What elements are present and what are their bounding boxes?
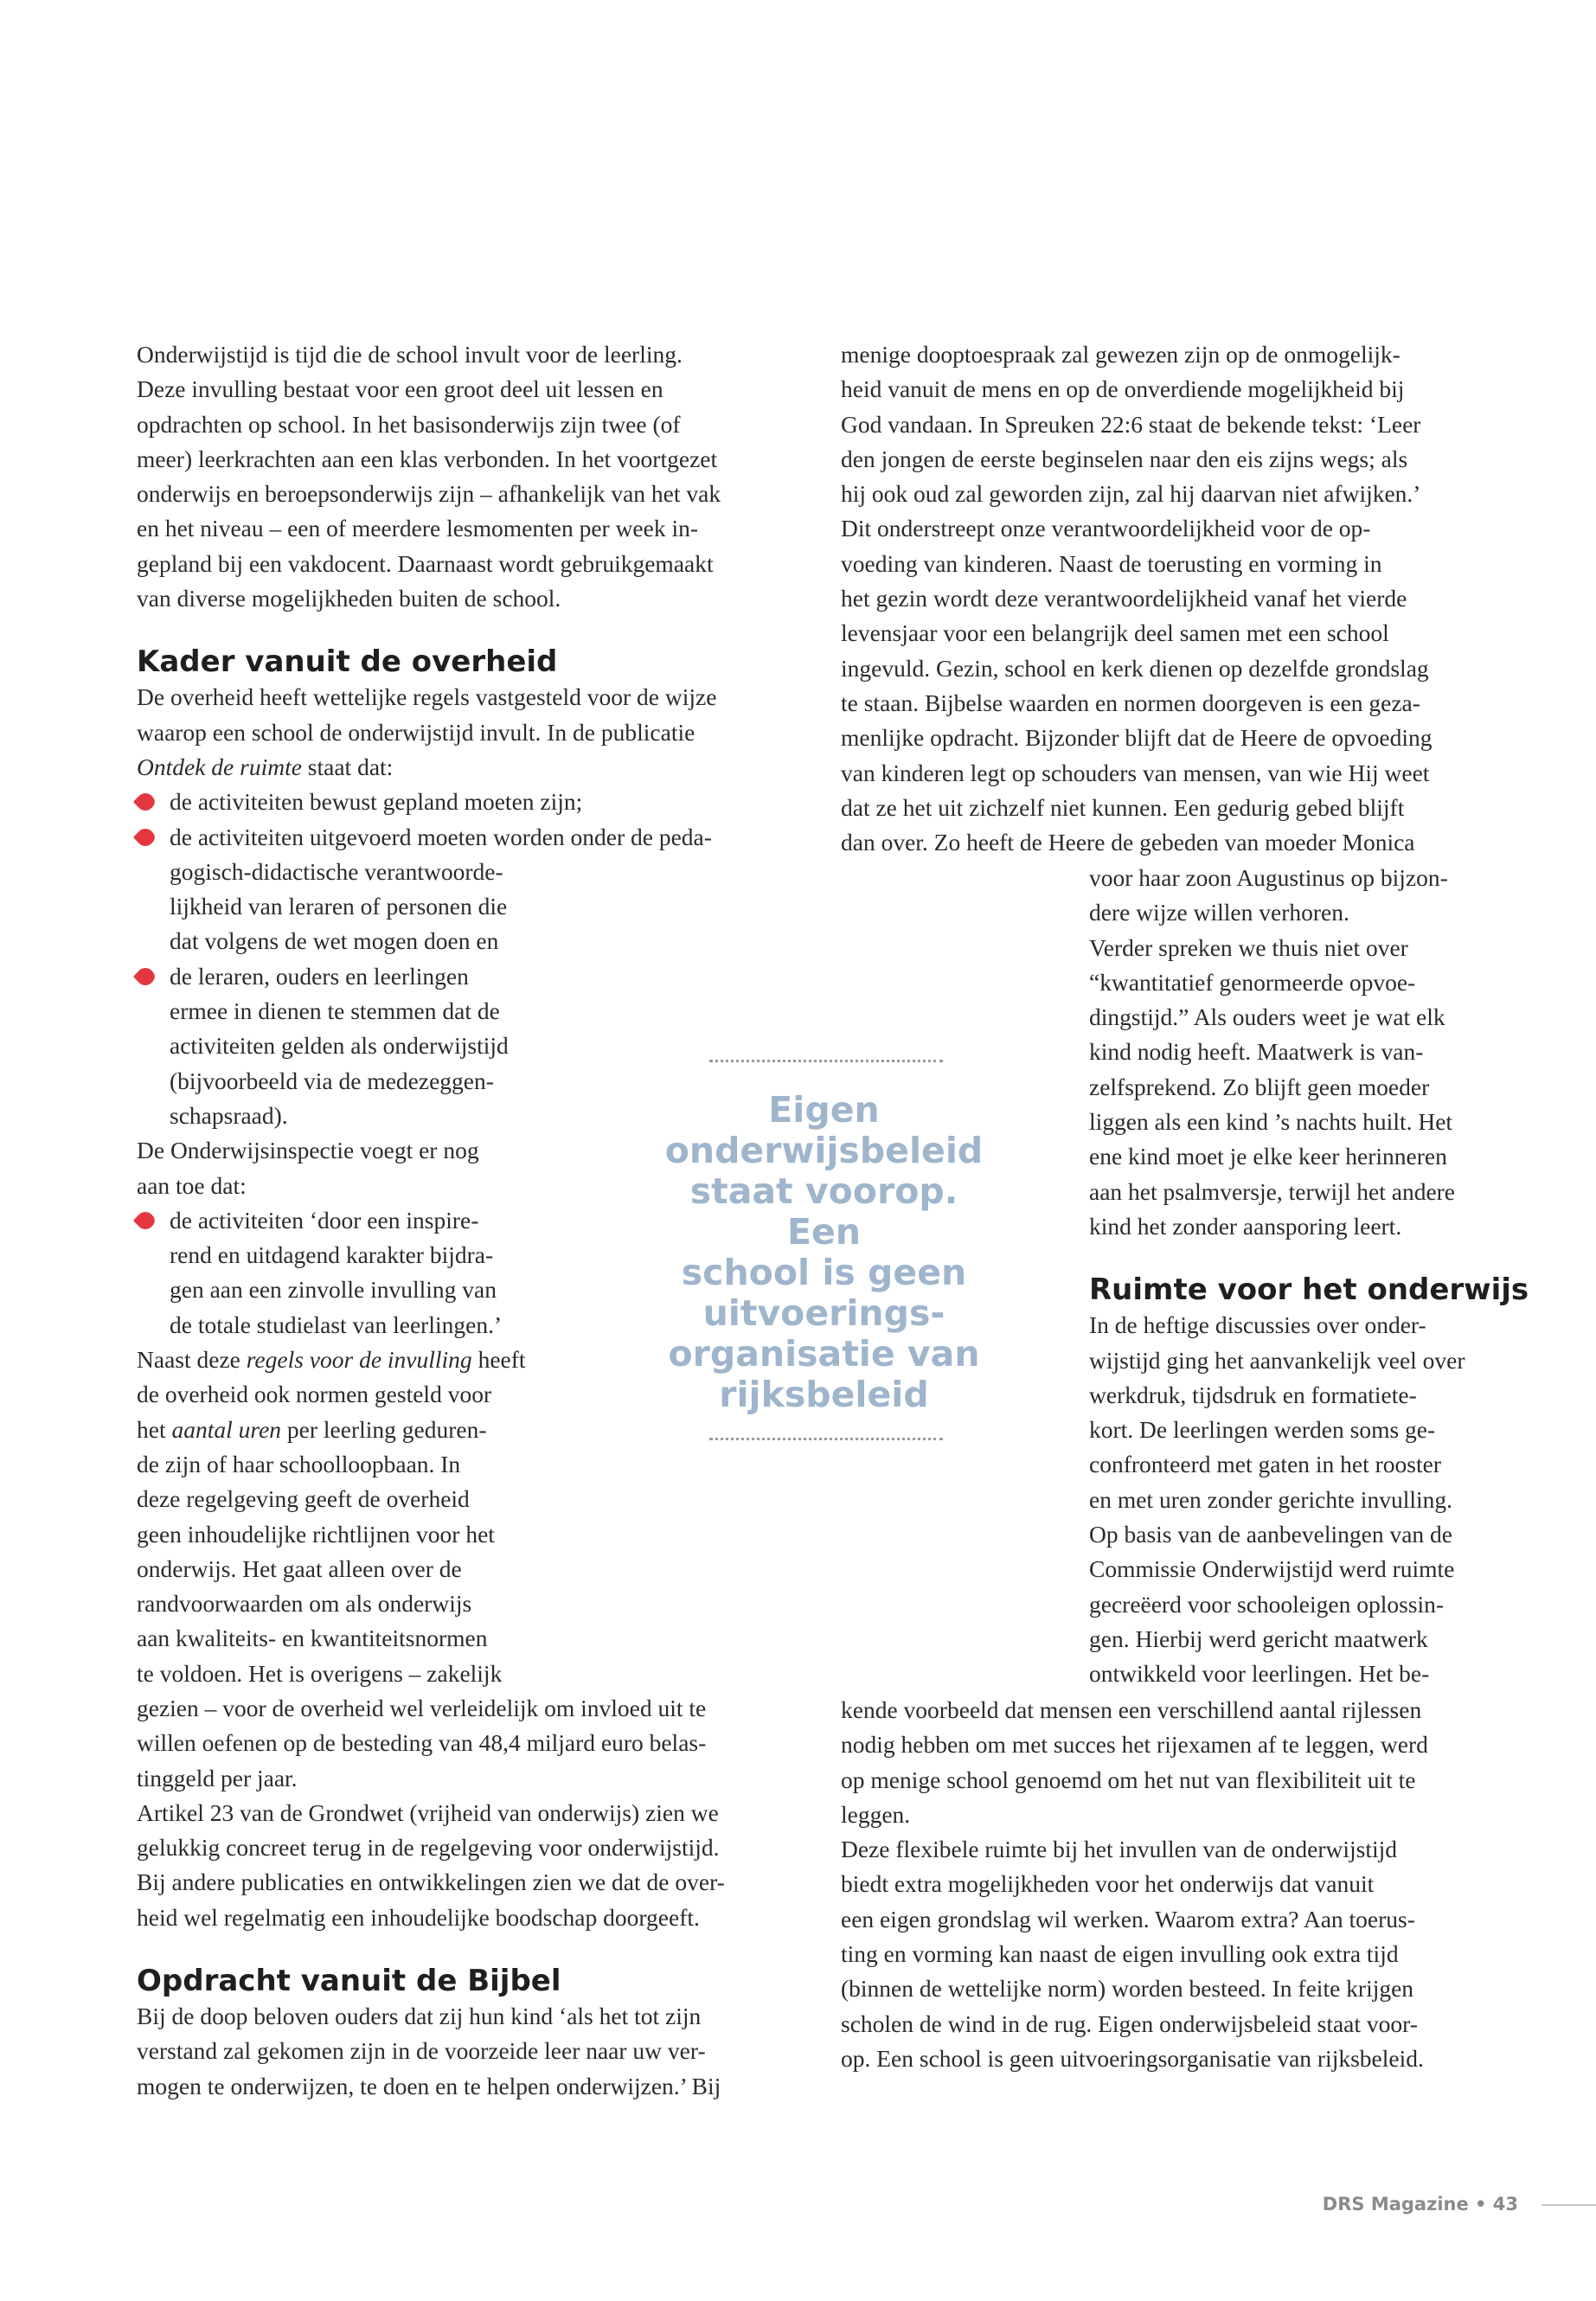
- right-line: dere wijze willen verhoren.: [1089, 899, 1349, 926]
- naast-line: willen oefenen op de besteding van 48,4 miljard euro belas-: [137, 1729, 707, 1757]
- inspectie-line: aan toe dat:: [137, 1171, 247, 1199]
- right-line: Dit onderstreept onze verantwoordelijkheid voor de op-: [841, 515, 1371, 542]
- naast-line: deze regelgeving geeft de overheid: [137, 1485, 470, 1513]
- bullet-line: schapsraad).: [170, 1101, 288, 1129]
- right-column-top: [841, 337, 1533, 860]
- naast-line: gezien – voor de overheid wel verleidelijk om invloed uit te: [137, 1694, 707, 1721]
- right-line: God vandaan. In Spreuken 22:6 staat de bekende tekst: ‘Leer: [841, 410, 1421, 438]
- page-footer: DRS Magazine • 43: [1322, 2194, 1518, 2214]
- intro-line: onderwijs en beroepsonderwijs zijn – afhankelijk van het vak: [137, 480, 721, 508]
- ruimte-line: gen. Hierbij werd gericht maatwerk: [1089, 1625, 1428, 1652]
- right-line: ingevuld. Gezin, school en kerk dienen op dezelfde grondslag: [841, 654, 1429, 682]
- right-line: aan het psalmversje, terwijl het andere: [1089, 1177, 1456, 1205]
- ruimte-line: en met uren zonder gerichte invulling.: [1089, 1485, 1452, 1513]
- right-line: liggen als een kind ’s nachts huilt. Het: [1089, 1108, 1453, 1136]
- right-line: “kwantitatief genormeerde opvoe-: [1089, 968, 1416, 996]
- bullet-icon: [133, 790, 157, 814]
- publication-title: Ontdek de ruimte: [137, 753, 302, 780]
- right-line: ene kind moet je elke keer herinneren: [1089, 1143, 1447, 1170]
- naast-line: de zijn of haar schoolloopbaan. In: [137, 1450, 461, 1477]
- ruimte-line: nodig hebben om met succes het rijexamen af te leggen, werd: [841, 1731, 1428, 1759]
- ruimte-line: kende voorbeeld dat mensen een verschillend aantal rijlessen: [841, 1696, 1422, 1723]
- right-line: kind het zonder aansporing leert.: [1089, 1212, 1402, 1240]
- ruimte-line: (binnen de wettelijke norm) worden besteed. In feite krijgen: [841, 1975, 1414, 2003]
- bijbel-line: verstand zal gekomen zijn in de voorzeide leer naar uw ver-: [137, 2037, 706, 2065]
- right-line: het gezin wordt deze verantwoordelijkheid vanaf het vierde: [841, 585, 1407, 612]
- right-column-bottom: [841, 1693, 1533, 2076]
- inspectie-line: De Onderwijsinspectie voegt er nog: [137, 1137, 479, 1164]
- naast-line: Naast deze regels voor de invulling heeft: [137, 1346, 526, 1374]
- right-line: dan over. Zo heeft de Heere de gebeden van moeder Monica: [841, 829, 1415, 856]
- right-line: menlijke opdracht. Bijzonder blijft dat de Heere de opvoeding: [841, 724, 1433, 752]
- naast-line: randvoorwaarden om als onderwijs: [137, 1590, 472, 1618]
- ruimte-line: een eigen grondslag wil werken. Waarom extra? Aan toerus-: [841, 1905, 1415, 1932]
- ruimte-line: biedt extra mogelijkheden voor het onderwijs dat vanuit: [841, 1870, 1375, 1898]
- bullet-item: de activiteiten ‘door een inspire-: [137, 1203, 811, 1238]
- right-line: menige dooptoespraak zal gewezen zijn op de onmogelijk-: [841, 341, 1401, 368]
- pullquote-line: onderwijsbeleid: [664, 1130, 984, 1171]
- intro-line: Onderwijstijd is tijd die de school invult voor de leerling.: [137, 341, 683, 368]
- right-line: dingstijd.” Als ouders weet je wat elk: [1089, 1003, 1445, 1031]
- bullet-line: gogisch-didactische verantwoorde-: [170, 857, 503, 885]
- naast-line: Artikel 23 van de Grondwet (vrijheid van onderwijs) zien we: [137, 1798, 719, 1826]
- ruimte-line: Deze flexibele ruimte bij het invullen van de onderwijstijd: [841, 1836, 1398, 1863]
- right-line: dat ze het uit zichzelf niet kunnen. Een gedurig gebed blijft: [841, 793, 1405, 821]
- naast-line: aan kwaliteits- en kwantiteitsnormen: [137, 1625, 488, 1652]
- ruimte-line: ontwikkeld voor leerlingen. Het be-: [1089, 1660, 1430, 1688]
- bullet-icon: [133, 1208, 157, 1233]
- bullet-item: de activiteiten bewust gepland moeten zijn;: [137, 785, 811, 819]
- kader-line: De overheid heeft wettelijke regels vastgesteld voor de wijze: [137, 683, 717, 711]
- ruimte-line: leggen.: [841, 1800, 911, 1828]
- right-line: te staan. Bijbelse waarden en normen doorgeven is een geza-: [841, 689, 1420, 716]
- naast-line: onderwijs. Het gaat alleen over de: [137, 1554, 462, 1582]
- pullquote-line: Eigen: [768, 1089, 880, 1131]
- bullet-line: ermee in dienen te stemmen dat de: [170, 997, 500, 1025]
- bullet-line: gen aan een zinvolle invulling van: [170, 1276, 497, 1304]
- right-line: heid vanuit de mens en op de onverdiende mogelijkheid bij: [841, 375, 1405, 403]
- bijbel-line: mogen te onderwijzen, te doen en te helpen onderwijzen.’ Bij: [137, 2072, 721, 2099]
- ruimte-line: ting en vorming kan naast de eigen invulling ook extra tijd: [841, 1940, 1399, 1968]
- right-line: Verder spreken we thuis niet over: [1089, 933, 1408, 961]
- naast-line: gelukkig concreet terug in de regelgeving voor onderwijstijd.: [137, 1834, 720, 1862]
- pullquote-line: uitvoerings-: [702, 1292, 945, 1334]
- right-line: den jongen de eerste beginselen naar den eis zijns wegs; als: [841, 445, 1408, 472]
- naast-line: het aantal uren per leerling geduren-: [137, 1415, 487, 1443]
- right-line: zelfsprekend. Zo blijft geen moeder: [1089, 1073, 1430, 1100]
- ruimte-line: gecreëerd voor schooleigen oplossin-: [1089, 1590, 1445, 1618]
- pullquote: [657, 1090, 990, 1415]
- bullet-icon: [133, 965, 157, 989]
- right-column-narrow: [1089, 861, 1539, 1692]
- ruimte-line: Commissie Onderwijstijd werd ruimte: [1089, 1555, 1455, 1583]
- pullquote-line: school is geen: [681, 1252, 967, 1293]
- bullet-line: rend en uitdagend karakter bijdra-: [170, 1241, 494, 1269]
- bullet-line: lijkheid van leraren of personen die: [170, 893, 508, 920]
- ruimte-line: op menige school genoemd om het nut van flexibiliteit uit te: [841, 1766, 1416, 1793]
- ruimte-line: scholen de wind in de rug. Eigen onderwijsbeleid staat voor-: [841, 2009, 1418, 2037]
- kader-line: Ontdek de ruimte staat dat:: [137, 753, 394, 780]
- heading-ruimte: Ruimte voor het onderwijs: [1089, 1272, 1529, 1308]
- right-line: van kinderen legt op schouders van mensen, van wie Hij weet: [841, 759, 1430, 786]
- pullquote-line: organisatie van: [668, 1333, 980, 1375]
- right-line: voor haar zoon Augustinus op bijzon-: [1089, 864, 1448, 891]
- right-line: hij ook oud zal geworden zijn, zal hij daarvan niet afwijken.’: [841, 480, 1421, 508]
- intro-line: Deze invulling bestaat voor een groot deel uit lessen en: [137, 375, 663, 403]
- naast-line: te voldoen. Het is overigens – zakelijk: [137, 1659, 503, 1687]
- intro-line: gepland bij een vakdocent. Daarnaast wordt gebruikgemaakt: [137, 549, 714, 577]
- pullquote-line: staat voorop. Een: [689, 1170, 958, 1253]
- bijbel-line: Bij de doop beloven ouders dat zij hun kind ‘als het tot zijn: [137, 2003, 702, 2030]
- kader-line: waarop een school de onderwijstijd invult. In de publicatie: [137, 718, 695, 746]
- right-line: levensjaar voor een belangrijk deel samen met een school: [841, 619, 1389, 647]
- intro-line: en het niveau – een of meerdere lesmomenten per week in-: [137, 515, 699, 542]
- heading-bijbel: Opdracht vanuit de Bijbel: [137, 1964, 561, 1999]
- naast-line: tinggeld per jaar.: [137, 1764, 298, 1791]
- naast-line: Bij andere publicaties en ontwikkelingen zien we dat de over-: [137, 1868, 725, 1896]
- pullquote-divider-top: [709, 1060, 943, 1062]
- heading-kader: Kader vanuit de overheid: [137, 644, 558, 680]
- bullet-line: dat volgens de wet mogen doen en: [170, 927, 499, 955]
- bullet-item: de activiteiten uitgevoerd moeten worden onder de peda-: [137, 820, 811, 855]
- pullquote-divider-bottom: [709, 1438, 943, 1440]
- intro-line: opdrachten op school. In het basisonderwijs zijn twee (of: [137, 410, 681, 438]
- bullet-line: activiteiten gelden als onderwijstijd: [170, 1032, 509, 1060]
- ruimte-line: confronteerd met gaten in het rooster: [1089, 1451, 1441, 1478]
- bullet-item: de leraren, ouders en leerlingen: [137, 959, 811, 994]
- intro-line: van diverse mogelijkheden buiten de school.: [137, 585, 561, 612]
- intro-line: meer) leerkrachten aan een klas verbonden. In het voortgezet: [137, 445, 718, 472]
- right-line: kind nodig heeft. Maatwerk is van-: [1089, 1038, 1424, 1066]
- bullet-line: (bijvoorbeeld via de medezeggen-: [170, 1067, 494, 1094]
- right-line: voeding van kinderen. Naast de toerusting en vorming in: [841, 549, 1382, 577]
- ruimte-line: op. Een school is geen uitvoeringsorganisatie van rijksbeleid.: [841, 2044, 1424, 2072]
- bullet-icon: [133, 824, 157, 849]
- naast-line: de overheid ook normen gesteld voor: [137, 1381, 492, 1408]
- footer-rule: [1542, 2204, 1596, 2206]
- naast-line: geen inhoudelijke richtlijnen voor het: [137, 1520, 495, 1548]
- ruimte-line: Op basis van de aanbevelingen van de: [1089, 1521, 1452, 1548]
- naast-line: heid wel regelmatig een inhoudelijke boodschap doorgeeft.: [137, 1903, 700, 1931]
- ruimte-line: werkdruk, tijdsdruk en formatiete-: [1089, 1381, 1417, 1408]
- ruimte-line: kort. De leerlingen werden soms ge-: [1089, 1416, 1436, 1444]
- ruimte-line: wijstijd ging het aanvankelijk veel over: [1089, 1346, 1465, 1374]
- ruimte-line: In de heftige discussies over onder-: [1089, 1311, 1426, 1339]
- bullet-line: de totale studielast van leerlingen.’: [170, 1311, 503, 1338]
- pullquote-line: rijksbeleid: [719, 1374, 929, 1415]
